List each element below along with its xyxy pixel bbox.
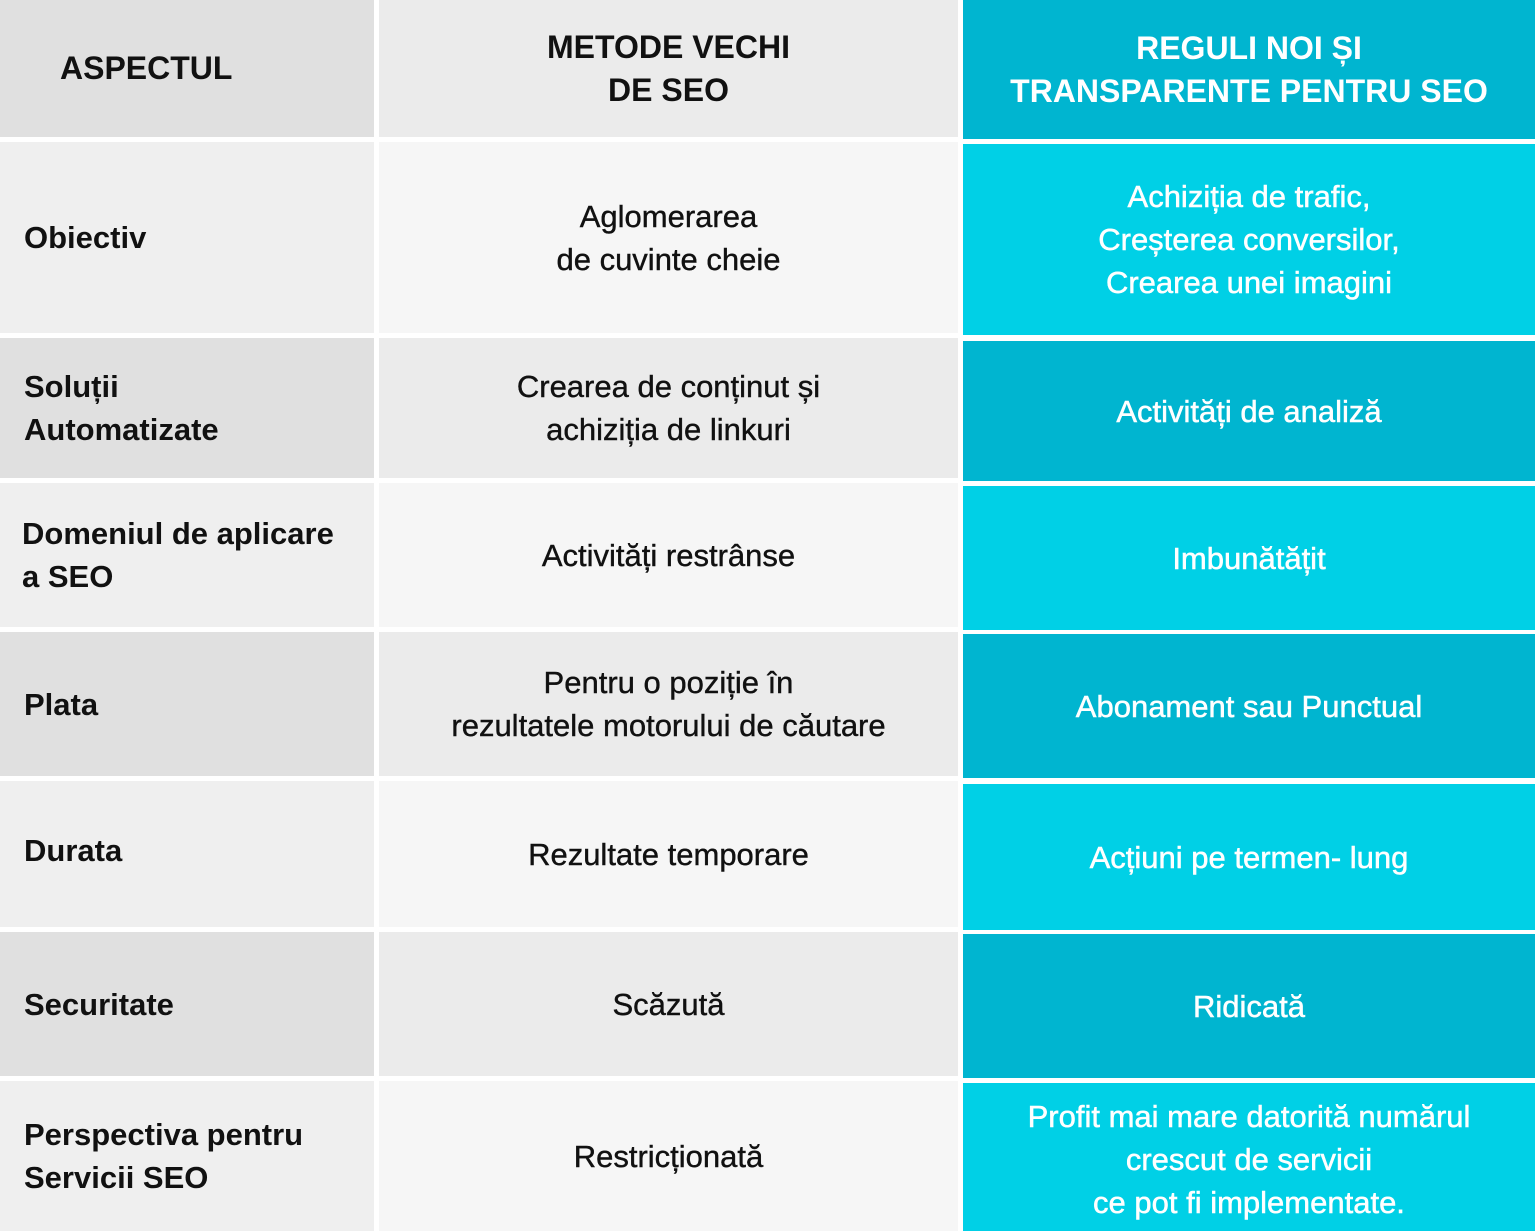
table-row <box>0 932 1535 1076</box>
old-method-cell <box>379 932 958 1076</box>
aspect-cell <box>0 932 374 1076</box>
old-method-cell <box>379 632 958 776</box>
old-method-cell <box>379 483 958 627</box>
aspect-cell <box>0 142 374 333</box>
aspect-label: Soluții Automatizate <box>24 369 219 447</box>
aspect-cell <box>0 1081 374 1231</box>
aspect-label: Perspectiva pentru Servicii SEO <box>24 1117 304 1195</box>
header-aspect-label: ASPECTUL <box>60 50 233 86</box>
new-rule-text: Acțiuni pe termen- lung <box>1089 839 1409 875</box>
header-new-rules-cell <box>963 0 1535 139</box>
new-rule-cell <box>963 934 1535 1078</box>
old-method-text: Crearea de conținut și achiziția de linkuri <box>516 369 821 447</box>
table-row <box>0 781 1535 927</box>
old-method-text: Scăzută <box>612 986 725 1022</box>
new-rule-text: Activități de analiză <box>1116 393 1382 429</box>
aspect-cell <box>0 338 374 478</box>
old-method-text: Rezultate temporare <box>528 836 809 872</box>
aspect-label: Securitate <box>24 986 174 1022</box>
new-rule-text: Imbunătățit <box>1172 540 1326 576</box>
table-row <box>0 142 1535 333</box>
header-new-rules-label: REGULI NOI ȘI TRANSPARENTE PENTRU SEO <box>1010 29 1488 109</box>
header-aspect-cell <box>0 0 374 137</box>
new-rule-text: Achiziția de trafic, Creșterea conversilor, Crearea unei imagini <box>1098 179 1400 300</box>
old-method-text: Pentru o poziție în rezultatele motorului de căutare <box>451 665 886 743</box>
header-old-methods-cell <box>379 0 958 137</box>
new-rule-cell <box>963 144 1535 335</box>
old-method-text: Activități restrânse <box>541 537 796 573</box>
table-header-row <box>0 0 1535 137</box>
aspect-cell <box>0 781 374 927</box>
table-row <box>0 338 1535 478</box>
new-rule-text: Profit mai mare datorită numărul crescut de servicii ce pot fi implementate. <box>1027 1099 1471 1220</box>
aspect-label: Obiectiv <box>24 220 147 255</box>
aspect-label: Plata <box>24 686 99 722</box>
new-rule-text: Ridicată <box>1193 988 1305 1024</box>
aspect-label: Domeniul de aplicare a SEO <box>22 516 334 594</box>
aspect-cell <box>0 483 374 627</box>
old-method-text: Aglomerarea de cuvinte cheie <box>556 198 781 277</box>
aspect-cell <box>0 632 374 776</box>
old-method-cell <box>379 338 958 478</box>
table-row <box>0 483 1535 627</box>
new-rule-cell <box>963 1083 1535 1231</box>
header-old-methods-label: METODE VECHI DE SEO <box>547 28 790 108</box>
aspect-label: Durata <box>24 833 123 868</box>
table-row <box>0 1081 1535 1231</box>
new-rule-cell <box>963 634 1535 778</box>
table-row <box>0 632 1535 776</box>
old-method-cell <box>379 1081 958 1231</box>
new-rule-cell <box>963 341 1535 481</box>
old-method-cell <box>379 781 958 927</box>
new-rule-text: Abonament sau Punctual <box>1075 688 1423 724</box>
new-rule-cell <box>963 784 1535 930</box>
old-method-text: Restricționată <box>573 1138 764 1174</box>
old-method-cell <box>379 142 958 333</box>
new-rule-cell <box>963 486 1535 630</box>
